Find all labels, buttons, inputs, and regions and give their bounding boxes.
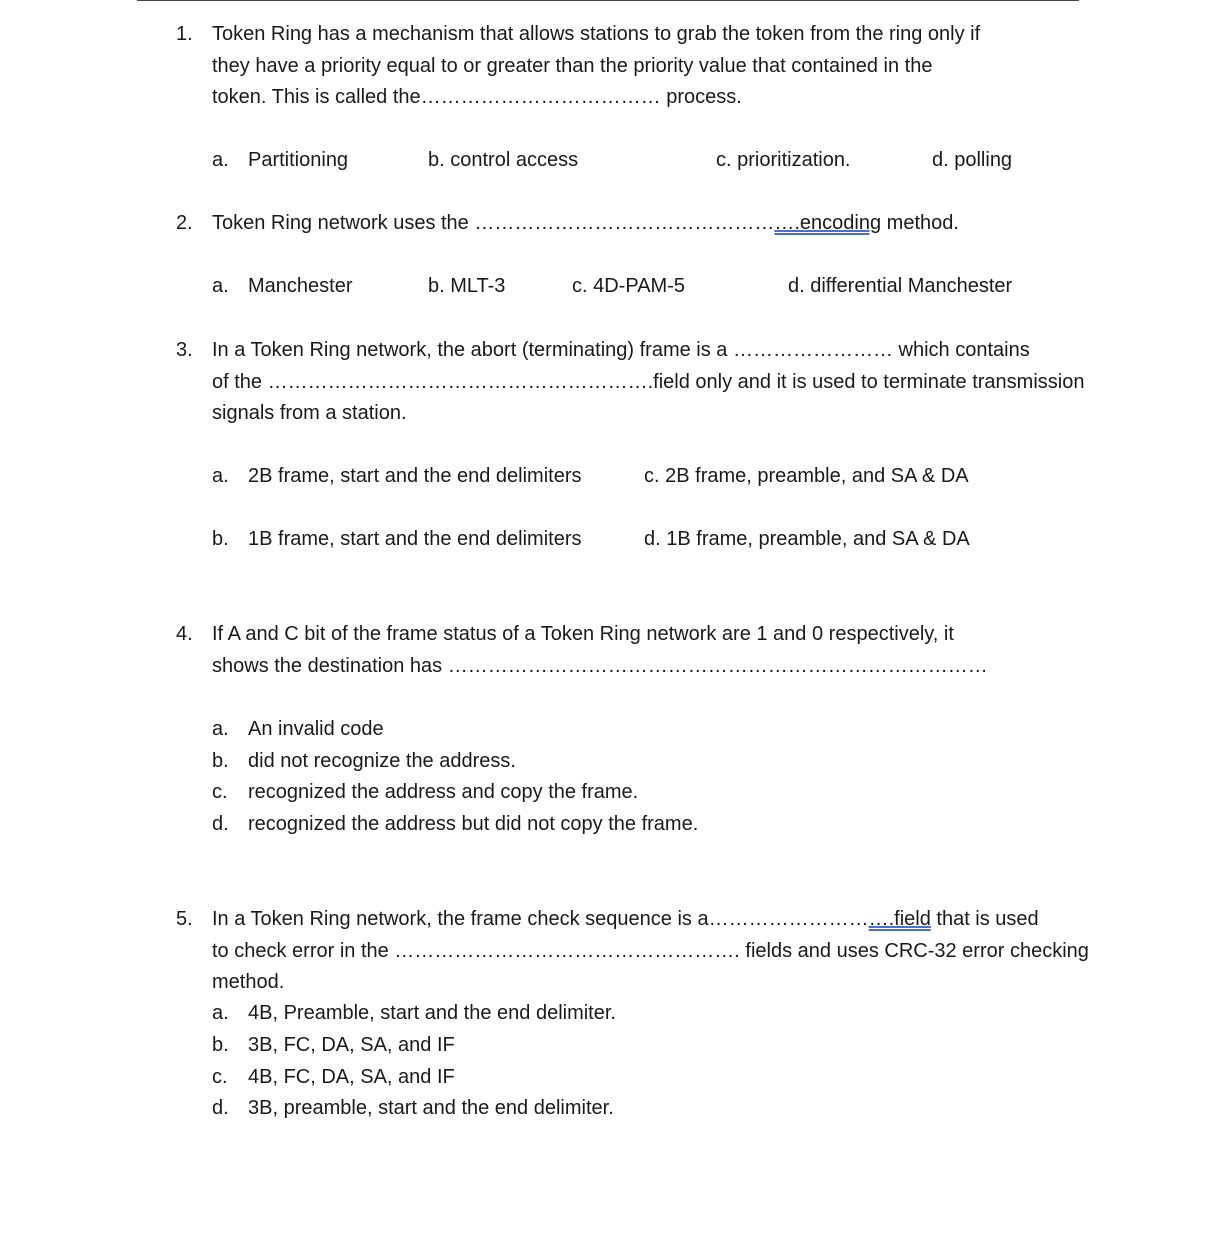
question-1-option-c: c. prioritization. bbox=[716, 149, 851, 171]
question-2-underlined-text: ….encoding bbox=[774, 212, 882, 234]
question-2-text-before: Token Ring network uses the ……………………………………… bbox=[212, 212, 775, 234]
question-2-option-a-letter: a. bbox=[212, 275, 229, 297]
question-3-number: 3. bbox=[176, 339, 193, 361]
question-2-text-after: method. bbox=[881, 212, 959, 234]
question-5-line-1-after: that is used bbox=[930, 908, 1039, 930]
question-1-option-a-letter: a. bbox=[212, 149, 229, 171]
question-5-option-a-letter: a. bbox=[212, 1002, 229, 1024]
question-5-text bbox=[212, 904, 1089, 999]
question-5-line-1-before: In a Token Ring network, the frame check sequence is a…………………… bbox=[212, 908, 869, 930]
question-5-line-3: method. bbox=[212, 971, 285, 994]
question-2-option-c: c. 4D-PAM-5 bbox=[572, 275, 685, 297]
question-5-option-c-text: 4B, FC, DA, SA, and IF bbox=[248, 1066, 455, 1088]
question-4-number: 4. bbox=[176, 623, 193, 645]
question-4-option-a-text: An invalid code bbox=[248, 718, 384, 740]
question-4-option-b-letter: b. bbox=[212, 750, 229, 772]
question-5-line-2: to check error in the ……………………………………………. fields and uses CRC-32 error checking bbox=[212, 939, 1089, 962]
question-1-line-1: Token Ring has a mechanism that allows stations to grab the token from the ring only if bbox=[212, 23, 981, 45]
question-4-line-2: shows the destination has ……………………………………………………………………… bbox=[212, 654, 988, 677]
question-4-option-d-text: recognized the address but did not copy the frame. bbox=[248, 813, 699, 835]
question-1-option-b: b. control access bbox=[428, 149, 579, 171]
question-1-option-a-text: Partitioning bbox=[248, 149, 349, 171]
question-2-text bbox=[212, 208, 959, 240]
question-5-option-b-text: 3B, FC, DA, SA, and IF bbox=[248, 1034, 455, 1056]
question-3-option-d: d. 1B frame, preamble, and SA & DA bbox=[644, 528, 970, 550]
question-4-option-a-letter: a. bbox=[212, 718, 229, 740]
question-2-number: 2. bbox=[176, 212, 193, 234]
question-5-option-a-text: 4B, Preamble, start and the end delimiter. bbox=[248, 1002, 616, 1024]
top-border-line bbox=[137, 0, 1079, 1]
question-3-text bbox=[212, 335, 1084, 430]
question-4-option-c-text: recognized the address and copy the frame. bbox=[248, 781, 639, 803]
question-1-text bbox=[212, 19, 980, 114]
question-1-option-d: d. polling bbox=[932, 149, 1013, 171]
question-3-option-a-letter: a. bbox=[212, 465, 229, 487]
question-4-text bbox=[212, 619, 988, 682]
question-2-option-b: b. MLT-3 bbox=[428, 275, 506, 297]
question-1-line-2: they have a priority equal to or greater than the priority value that contained in the bbox=[212, 54, 933, 77]
question-4-line-1: If A and C bit of the frame status of a Token Ring network are 1 and 0 respectively, it bbox=[212, 623, 954, 645]
question-1-line-3: token. This is called the……………………………… process. bbox=[212, 86, 742, 109]
question-3-option-c: c. 2B frame, preamble, and SA & DA bbox=[644, 465, 969, 487]
question-5-option-c-letter: c. bbox=[212, 1066, 228, 1088]
question-4-option-c-letter: c. bbox=[212, 781, 228, 803]
question-4-option-b-text: did not recognize the address. bbox=[248, 750, 516, 772]
question-1-number: 1. bbox=[176, 23, 193, 45]
question-5-underlined-text: ….field bbox=[868, 908, 931, 930]
question-2-option-a-text: Manchester bbox=[248, 275, 353, 297]
question-3-option-b-letter: b. bbox=[212, 528, 229, 550]
question-5-option-d-text: 3B, preamble, start and the end delimiter. bbox=[248, 1097, 614, 1119]
question-5-number: 5. bbox=[176, 908, 193, 930]
question-3-option-a-text: 2B frame, start and the end delimiters bbox=[248, 465, 582, 487]
question-5-line-1 bbox=[212, 904, 1089, 936]
question-4-option-d-letter: d. bbox=[212, 813, 229, 835]
question-5-option-b-letter: b. bbox=[212, 1034, 229, 1056]
question-2-option-d: d. differential Manchester bbox=[788, 275, 1013, 297]
question-3-option-b-text: 1B frame, start and the end delimiters bbox=[248, 528, 582, 550]
question-3-line-2: of the ………………………………………………….field only and it is used to terminate transmission bbox=[212, 370, 1085, 393]
question-5-option-d-letter: d. bbox=[212, 1097, 229, 1119]
question-3-line-3: signals from a station. bbox=[212, 402, 407, 425]
question-3-line-1: In a Token Ring network, the abort (terminating) frame is a …………………… which contains bbox=[212, 339, 1030, 361]
